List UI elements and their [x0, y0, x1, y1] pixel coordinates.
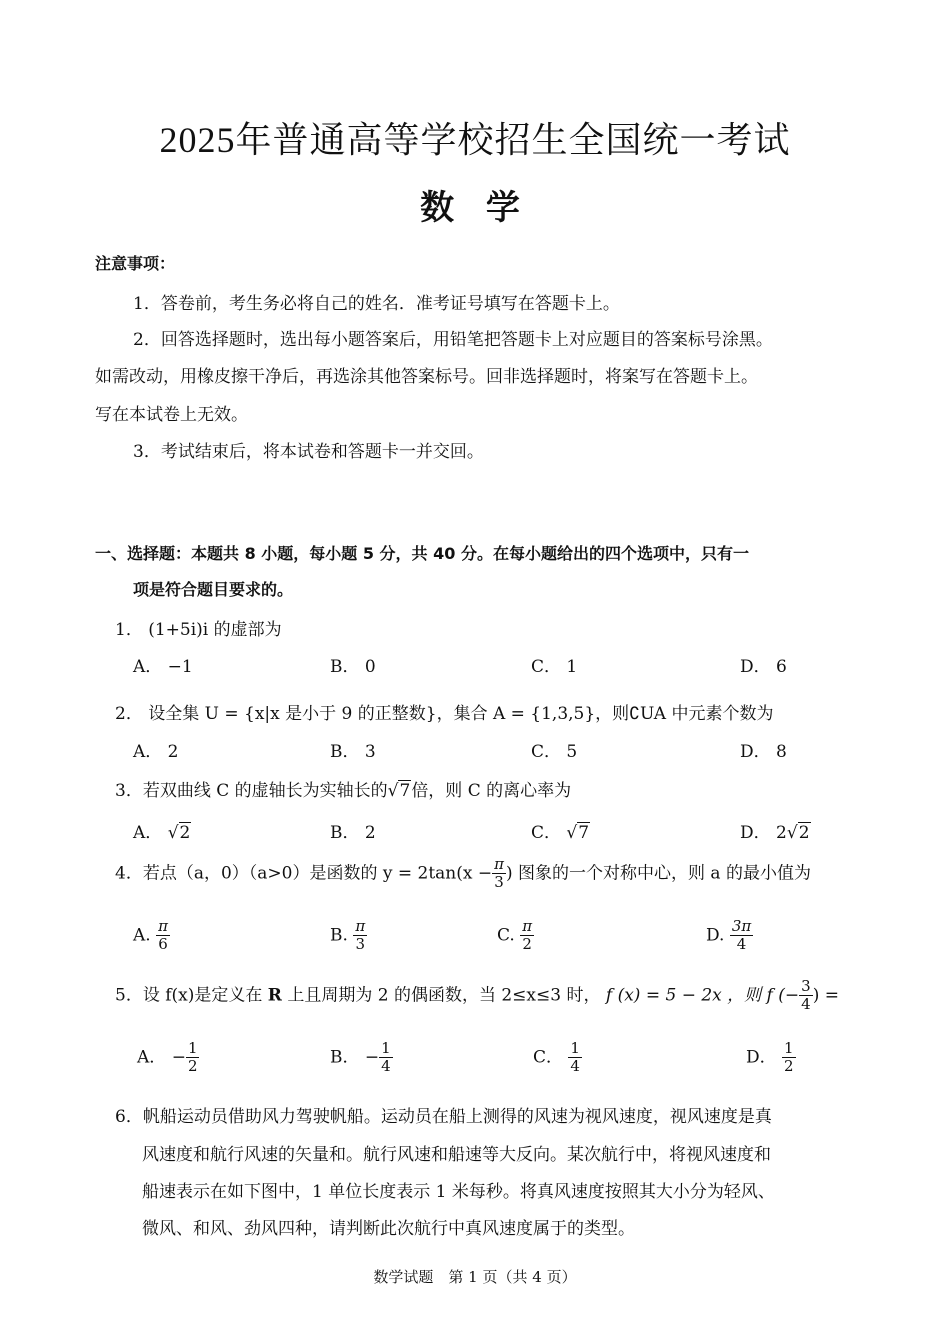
q3-option-a-value: 2 — [179, 823, 191, 843]
q5-option-a-label: A． — [137, 1047, 167, 1068]
q5-stem — [115, 978, 839, 1014]
q2-stem: 2． 设全集 U = {x|x 是小于 9 的正整数}，集合 A = {1,3,5}，则∁UA 中元素个数为 — [115, 704, 774, 724]
q5-option-b — [330, 1040, 393, 1076]
q4-option-c-fraction — [520, 918, 534, 954]
q5-option-b-label: B． — [330, 1047, 360, 1068]
sqrt-icon: √ — [566, 823, 578, 843]
q4-stem-part-b: ) 图象的一个对称中心，则 a 的最小值为 — [505, 863, 811, 884]
sqrt-icon: √ — [786, 823, 798, 843]
q6-line-3: 船速表示在如下图中，1 单位长度表示 1 米每秒。将真风速度按照其大小分为轻风、 — [142, 1182, 775, 1202]
q5-option-c-num: 1 — [570, 1039, 580, 1057]
q4-option-a — [133, 918, 170, 954]
q6-line-1: 6．帆船运动员借助风力驾驶帆船。运动员在船上测得的风速为视风速度，视风速度是真 — [115, 1107, 772, 1127]
q3-option-a — [133, 818, 191, 843]
q5-option-b-sign: − — [364, 1047, 380, 1068]
q5-option-d-fraction — [782, 1040, 796, 1076]
q5-option-d-label: D． — [746, 1047, 777, 1068]
q5-option-a — [137, 1040, 199, 1076]
q4-option-d-num: 3π — [731, 917, 752, 935]
q4-option-a-fraction — [156, 918, 170, 954]
q2-option-b: B． 3 — [330, 742, 376, 762]
q4-option-d-den: 4 — [736, 935, 747, 954]
q5-option-d-num: 1 — [784, 1039, 794, 1057]
q3-option-d-value: 2 — [798, 823, 810, 843]
page-footer: 数学试题 第 1 页（共 4 页） — [373, 1268, 577, 1286]
q3-option-c-value: 7 — [578, 823, 590, 843]
q5-option-b-fraction — [379, 1040, 393, 1076]
q4-option-b-fraction — [353, 918, 367, 954]
exam-title: 2025年普通高等学校招生全国统一考试 — [159, 120, 791, 160]
section-heading-cont: 项是符合题目要求的。 — [133, 580, 294, 599]
q5-option-a-num: 1 — [187, 1039, 198, 1057]
q5-option-d-den: 2 — [784, 1057, 794, 1076]
q4-option-a-den: 6 — [158, 935, 168, 954]
q4-stem — [115, 856, 811, 892]
q4-stem-fraction — [492, 856, 506, 892]
q5-stem-fraction — [799, 978, 813, 1014]
q2-option-a: A． 2 — [133, 742, 179, 762]
q3-stem-part-a: 3．若双曲线 C 的虚轴长为实轴长的 — [115, 781, 388, 801]
q3-option-c — [531, 818, 590, 843]
q4-stem-part-a: 4．若点（a，0）（a>0）是函数的 y = 2tan(x − — [115, 863, 493, 884]
q4-option-c — [497, 918, 534, 954]
subject-title: 数 学 — [420, 188, 530, 228]
q1-option-a: A． −1 — [133, 657, 193, 677]
q4-option-b-num: π — [355, 917, 366, 935]
q1-option-d: D． 6 — [740, 657, 787, 677]
notice-item-3: 3．考试结束后，将本试卷和答题卡一并交回。 — [133, 442, 484, 462]
notice-item-1: 1．答卷前，考生务必将自己的姓名．准考证号填写在答题卡上。 — [133, 294, 620, 314]
q2-option-c: C． 5 — [531, 742, 578, 762]
q5-stem-bold: R — [267, 985, 282, 1006]
q5-option-c-den: 4 — [570, 1057, 580, 1076]
q5-option-a-den: 2 — [187, 1057, 198, 1076]
q5-stem-frac-den: 4 — [801, 995, 811, 1014]
q4-option-d-fraction — [730, 918, 753, 954]
q5-option-c — [533, 1040, 582, 1076]
q4-option-d-label: D. — [706, 925, 725, 946]
q5-stem-part-b: 上且周期为 2 的偶函数，当 2≤x≤3 时， — [287, 985, 601, 1006]
q4-option-a-label: A. — [133, 925, 151, 946]
q4-option-a-num: π — [158, 917, 168, 935]
q6-line-2: 风速度和航行风速的矢量和。航行风速和船速等大反向。某次航行中，将视风速度和 — [142, 1145, 771, 1165]
q3-option-b-label: B． — [330, 823, 360, 843]
q6-line-4: 微风、和风、劲风四种，请判断此次航行中真风速度属于的类型。 — [142, 1219, 635, 1239]
q5-option-a-fraction — [186, 1040, 200, 1076]
q4-option-b-label: B. — [330, 925, 348, 946]
q1-stem: 1． (1+5i)i 的虚部为 — [115, 620, 282, 640]
notice-item-2-cont: 如需改动，用橡皮擦干净后，再选涂其他答案标号。回非选择题时，将案写在答题卡上。 — [95, 367, 758, 387]
q4-option-d — [706, 918, 753, 954]
q5-option-b-den: 4 — [381, 1057, 391, 1076]
q3-option-d-coef: 2 — [776, 823, 787, 843]
q1-option-c: C． 1 — [531, 657, 578, 677]
notice-item-2-end: 写在本试卷上无效。 — [95, 405, 248, 425]
q3-option-c-label: C． — [531, 823, 562, 843]
q2-option-d: D． 8 — [740, 742, 787, 762]
q5-option-c-fraction — [568, 1040, 582, 1076]
q5-option-c-label: C． — [533, 1047, 564, 1068]
q1-option-b: B． 0 — [330, 657, 376, 677]
sqrt-icon: √ — [167, 823, 179, 843]
q4-option-c-num: π — [522, 917, 533, 935]
q5-stem-part-d: ) = — [812, 985, 839, 1006]
q3-stem — [115, 776, 571, 801]
q5-stem-function: f (x) = 5 − 2x ，则 f (− — [605, 985, 800, 1006]
q4-stem-frac-num: π — [494, 855, 504, 873]
q3-option-b — [330, 818, 376, 843]
notice-item-2: 2．回答选择题时，选出每小题答案后，用铅笔把答题卡上对应题目的答案标号涂黑。 — [133, 330, 773, 350]
q4-stem-frac-den: 3 — [494, 873, 504, 892]
q3-option-d — [740, 818, 811, 843]
q5-stem-frac-num: 3 — [801, 977, 811, 995]
section-heading: 一、选择题：本题共 8 小题，每小题 5 分，共 40 分。在每小题给出的四个选项中，只有一 — [95, 544, 749, 563]
q4-option-b — [330, 918, 367, 954]
q4-option-c-label: C. — [497, 925, 515, 946]
q4-option-b-den: 3 — [355, 935, 366, 954]
q4-option-c-den: 2 — [522, 935, 532, 954]
q5-option-d — [746, 1040, 796, 1076]
q3-option-b-value: 2 — [364, 823, 376, 843]
q5-option-a-sign: − — [171, 1047, 186, 1068]
q5-stem-part-a: 5．设 f(x)是定义在 — [115, 985, 263, 1006]
q3-stem-root: 7 — [399, 781, 411, 801]
q3-option-a-label: A． — [133, 823, 163, 843]
notice-heading: 注意事项： — [95, 254, 176, 273]
q3-stem-part-b: 倍，则 C 的离心率为 — [411, 781, 572, 801]
sqrt-icon: √ — [387, 781, 399, 801]
q5-option-b-num: 1 — [381, 1039, 391, 1057]
q3-option-d-label: D． — [740, 823, 771, 843]
